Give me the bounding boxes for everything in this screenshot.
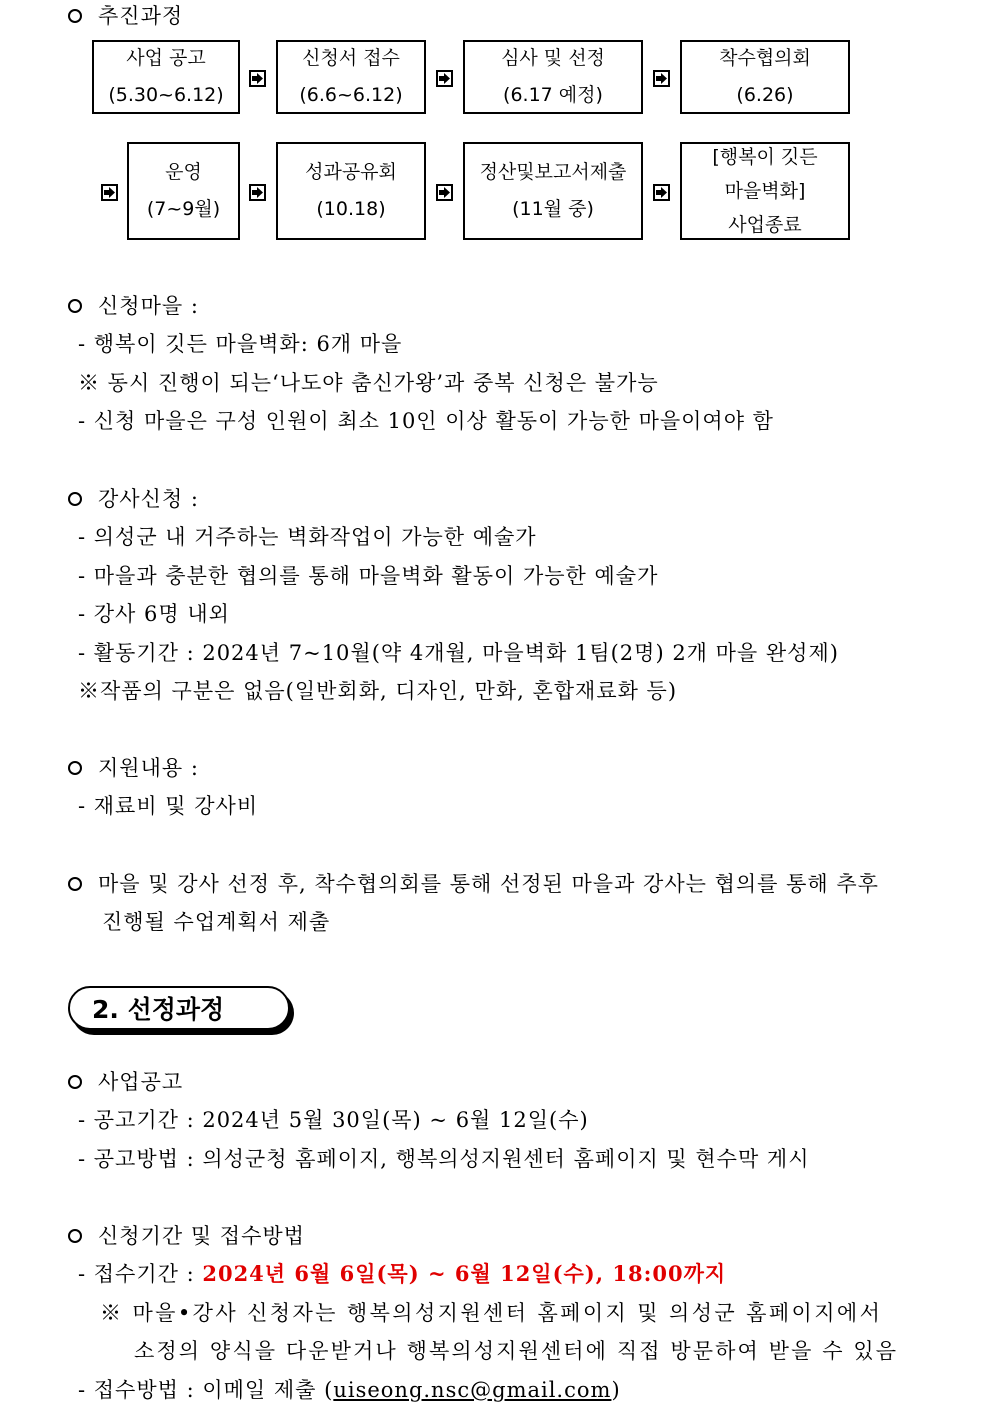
arrow-right-icon (436, 184, 453, 201)
application-note-cont: 소정의 양식을 다운받거나 행복의성지원센터에 직접 방문하여 받을 수 있음 (134, 1339, 899, 1363)
process-heading: 추진과정 (68, 0, 183, 30)
bullet-circle-icon (68, 877, 82, 891)
selection-note: 마을 및 강사 선정 후, 착수협의회를 통해 선정된 마을과 강사는 협의를 통해 추후 (68, 868, 879, 898)
step-box-announcement: 사업 공고 (5.30~6.12) (92, 40, 240, 114)
announcement-item: - 공고방법 : 의성군청 홈페이지, 행복의성지원센터 홈페이지 및 현수막 게시 (78, 1147, 810, 1171)
section-title: 2. 선정과정 (68, 986, 290, 1030)
arrow-right-icon (653, 184, 670, 201)
arrow-right-icon (436, 70, 453, 87)
application-period-value: 2024년 6월 6일(목) ~ 6월 12일(수), 18:00까지 (202, 1261, 727, 1286)
application-method: - 접수방법 : 이메일 제출 (uiseong.nsc@gmail.com) (78, 1378, 621, 1402)
step-box-completion: [행복이 깃든 마을벽화] 사업종료 (680, 142, 850, 240)
step-box-settlement: 정산및보고서제출 (11월 중) (463, 142, 643, 240)
arrow-right-icon (653, 70, 670, 87)
village-item: - 신청 마을은 구성 인원이 최소 10인 이상 활동이 가능한 마을이여야 함 (78, 409, 774, 433)
bullet-circle-icon (68, 299, 82, 313)
instructor-heading: 강사신청 : (68, 483, 199, 513)
bullet-circle-icon (68, 1075, 82, 1089)
bullet-circle-icon (68, 761, 82, 775)
announcement-item: - 공고기간 : 2024년 5월 30일(목) ~ 6월 12일(수) (78, 1108, 589, 1132)
application-period: - 접수기간 : 2024년 6월 6일(목) ~ 6월 12일(수), 18:00까지 (78, 1261, 727, 1286)
step-box-review: 심사 및 선정 (6.17 예정) (463, 40, 643, 114)
arrow-right-icon (249, 70, 266, 87)
instructor-item: - 마을과 충분한 협의를 통해 마을벽화 활동이 가능한 예술가 (78, 564, 659, 588)
announcement-heading: 사업공고 (68, 1066, 183, 1096)
instructor-item: - 활동기간 : 2024년 7~10월(약 4개월, 마을벽화 1팀(2명) 2개 마을 완성제) (78, 641, 839, 665)
step-box-kickoff: 착수협의회 (6.26) (680, 40, 850, 114)
support-heading: 지원내용 : (68, 752, 199, 782)
application-note: ※ 마을•강사 신청자는 행복의성지원센터 홈페이지 및 의성군 홈페이지에서 (100, 1301, 883, 1325)
arrow-right-icon (101, 184, 118, 201)
village-item: ※ 동시 진행이 되는‘나도야 춤신가왕’과 중복 신청은 불가능 (78, 371, 659, 395)
email-link[interactable]: uiseong.nsc@gmail.com (333, 1378, 612, 1402)
step-box-operation: 운영 (7~9월) (127, 142, 240, 240)
instructor-item: - 의성군 내 거주하는 벽화작업이 가능한 예술가 (78, 525, 537, 549)
support-item: - 재료비 및 강사비 (78, 794, 259, 818)
application-heading: 신청기간 및 접수방법 (68, 1220, 305, 1250)
bullet-circle-icon (68, 492, 82, 506)
step-box-sharing: 성과공유회 (10.18) (276, 142, 426, 240)
instructor-item: ※작품의 구분은 없음(일반회화, 디자인, 만화, 혼합재료화 등) (78, 679, 678, 703)
village-heading: 신청마을 : (68, 290, 199, 320)
bullet-circle-icon (68, 1229, 82, 1243)
arrow-right-icon (249, 184, 266, 201)
step-box-receipt: 신청서 접수 (6.6~6.12) (276, 40, 426, 114)
bullet-circle-icon (68, 9, 82, 23)
instructor-item: - 강사 6명 내외 (78, 602, 230, 626)
village-item: - 행복이 깃든 마을벽화: 6개 마을 (78, 332, 403, 356)
selection-note-cont: 진행될 수업계획서 제출 (102, 910, 331, 934)
